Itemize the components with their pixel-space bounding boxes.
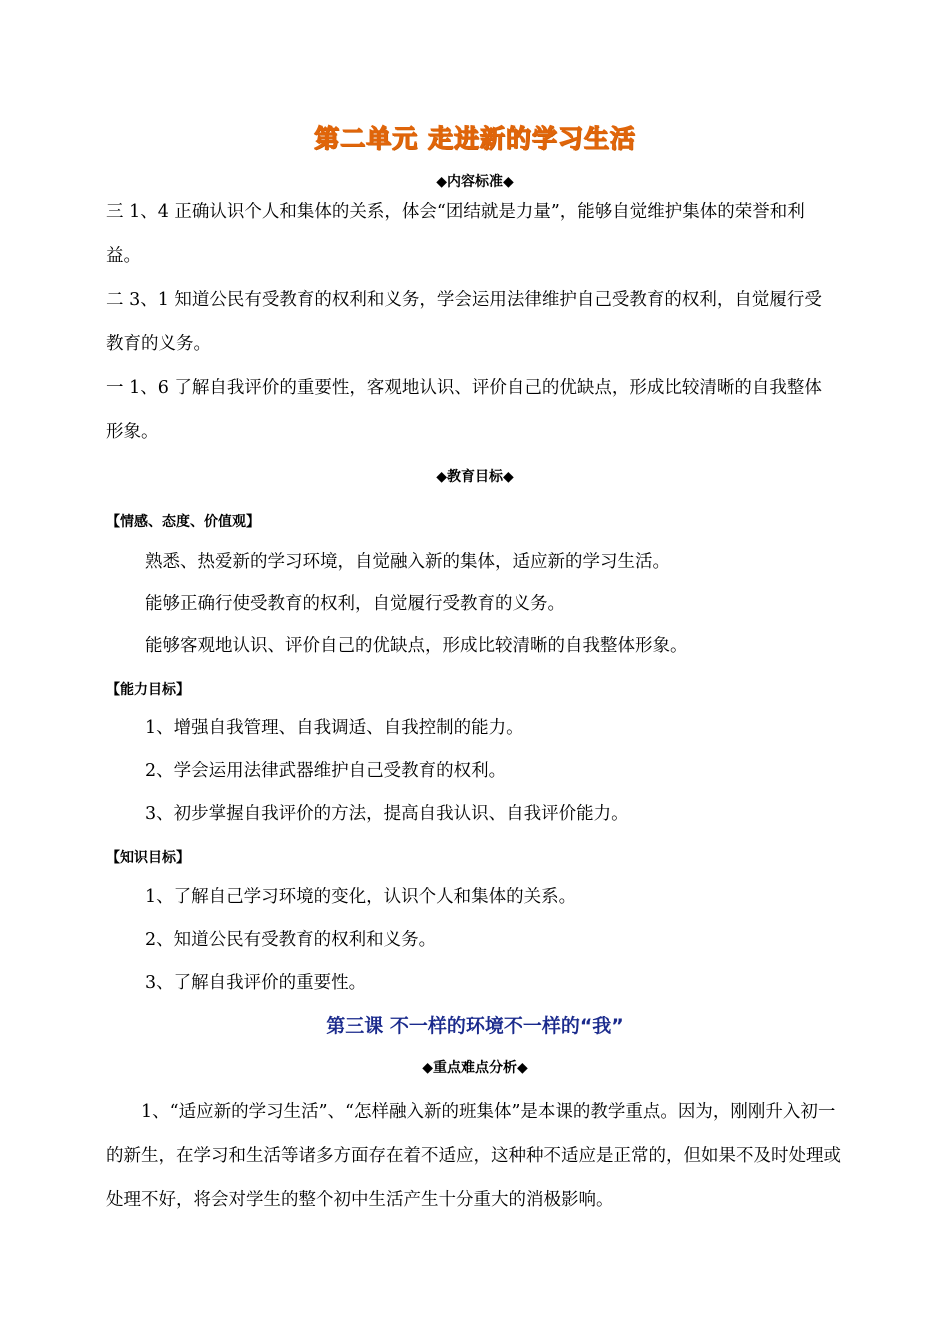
ability-goals-label: 【能力目标】: [106, 682, 190, 698]
knowledge-goal-item: 1、了解自己学习环境的变化，认识个人和集体的关系。: [145, 887, 577, 907]
knowledge-goal-item: 3、了解自我评价的重要性。: [145, 973, 367, 993]
content-standard-paragraph-3: 一 1、6 了解自我评价的重要性，客观地认识、评价自己的优缺点，形成比较清晰的自我整体形象。: [106, 378, 822, 442]
emotion-goals-label: 【情感、态度、价值观】: [106, 514, 260, 530]
content-standard-paragraph-1: 三 1、4 正确认识个人和集体的关系，体会“团结就是力量”，能够自觉维护集体的荣誉和利益。: [106, 202, 805, 266]
emotion-goal-item: 能够客观地认识、评价自己的优缺点，形成比较清晰的自我整体形象。: [145, 636, 688, 656]
knowledge-goals-label: 【知识目标】: [106, 850, 190, 866]
emotion-goal-item: 能够正确行使受教育的权利，自觉履行受教育的义务。: [145, 594, 565, 614]
knowledge-goal-item: 2、知道公民有受教育的权利和义务。: [145, 930, 437, 950]
lesson-title: 第三课 不一样的环境不一样的“我”: [326, 1015, 624, 1037]
emotion-goal-item: 熟悉、热爱新的学习环境，自觉融入新的集体，适应新的学习生活。: [145, 552, 670, 572]
ability-goal-item: 2、学会运用法律武器维护自己受教育的权利。: [145, 761, 507, 781]
ability-goal-item: 3、初步掌握自我评价的方法，提高自我认识、自我评价能力。: [145, 804, 629, 824]
education-goals-heading: ◆教育目标◆: [436, 469, 514, 485]
ability-goal-item: 1、增强自我管理、自我调适、自我控制的能力。: [145, 718, 524, 738]
key-points-heading: ◆重点难点分析◆: [422, 1060, 528, 1076]
content-standard-heading: ◆内容标准◆: [436, 174, 514, 190]
unit-title: 第二单元 走进新的学习生活: [314, 124, 636, 153]
content-standard-paragraph-2: 二 3、1 知道公民有受教育的权利和义务，学会运用法律维护自己受教育的权利，自觉履行受教育的义务。: [106, 290, 822, 354]
key-points-paragraph: 1、“适应新的学习生活”、“怎样融入新的班集体”是本课的教学重点。因为，刚刚升入初一的新生，在学习和生活等诸多方面存在着不适应，这种种不适应是正常的，但如果不及时处理或处理不好，将会对学生的整个初中生活产生十分重大的消极影响。: [106, 1102, 841, 1210]
